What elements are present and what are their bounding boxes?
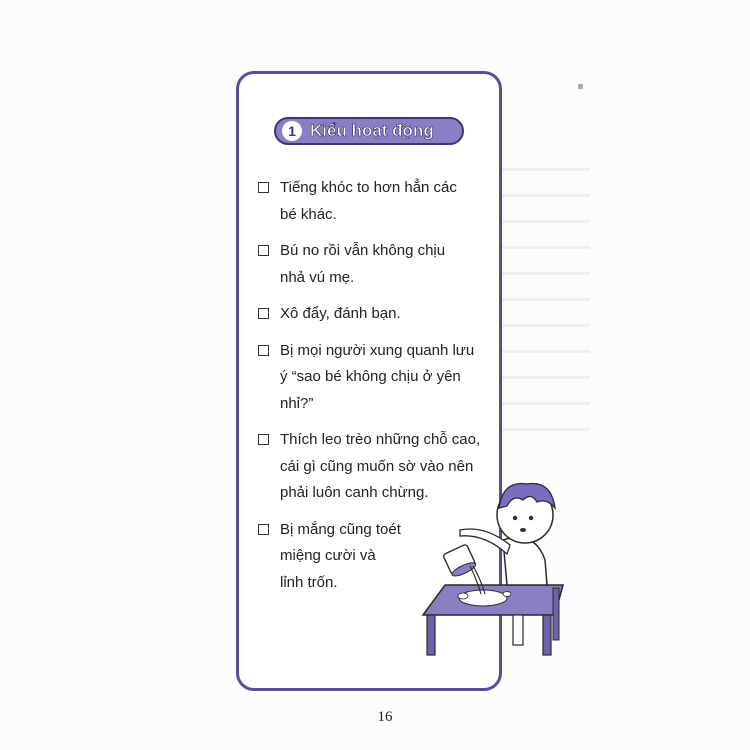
checklist-item-text: Bú no rồi vẫn không chịu nhả vú mẹ. [280,242,446,286]
page-number: 16 [377,709,393,725]
checkbox[interactable] [258,245,269,256]
margin-mark [578,84,583,89]
checklist-item[interactable] [258,301,498,328]
checklist-item-text: Xô đẩy, đánh bạn. [280,305,401,322]
checkbox[interactable] [258,308,269,319]
checklist-item[interactable] [258,238,498,291]
checklist-item-text: Thích leo trèo những chỗ cao, cái gì cũng muốn sờ vào nên phải luôn canh chừng. [280,431,481,501]
checklist-item-text: Bị mọi người xung quanh lưu ý “sao bé không chịu ở yên nhỉ?” [280,341,475,412]
section-header [274,117,464,145]
checkbox[interactable] [258,345,269,356]
section-number-badge: 1 [282,121,302,141]
checkbox[interactable] [258,182,269,193]
checklist-item-text: Tiếng khóc to hơn hẳn các bé khác. [280,179,457,223]
checklist-item[interactable] [258,338,498,418]
checklist-item-text: Bị mắng cũng toét miệng cười và lỉnh trốn. [280,520,401,591]
checklist-item[interactable] [258,175,498,228]
checkbox[interactable] [258,434,269,445]
checkbox[interactable] [258,524,269,535]
child-spilling-cup-illustration [415,470,565,660]
section-title: Kiểu hoạt động [310,121,434,140]
